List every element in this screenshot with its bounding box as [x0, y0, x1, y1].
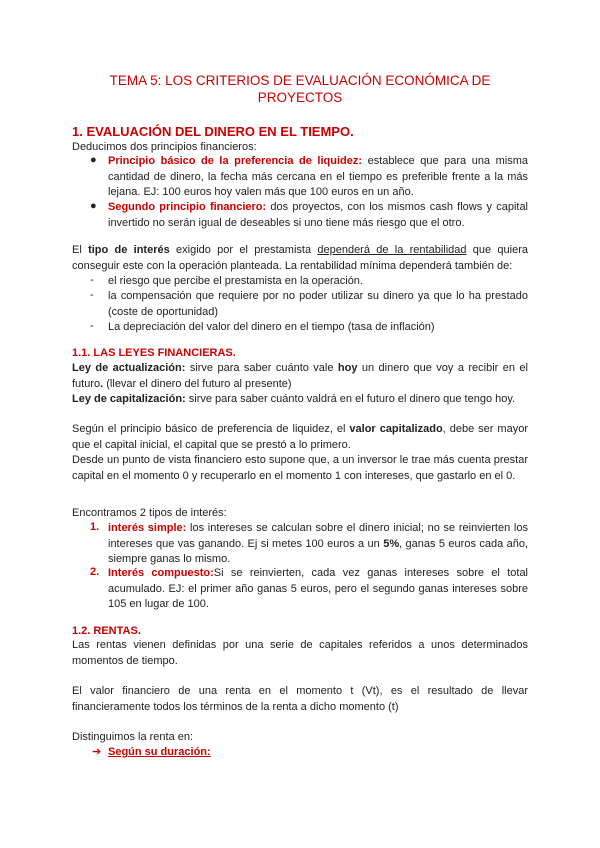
- text-run: Si se reinvierten, cada vez ganas intereses sobre el total acumulado. EJ: el primer año ganas 5 euros, pero el segundo ganas intereses sobre 105 en lugar de 100.: [108, 567, 529, 610]
- duration-label: Según su duración:: [108, 746, 211, 758]
- section-1-intro: Deducimos dos principios financieros:: [72, 141, 257, 153]
- interest-types-intro: Encontramos 2 tipos de interés:: [72, 507, 227, 519]
- law-actualizacion: [72, 361, 528, 392]
- text-run: exigido por el prestamista: [169, 244, 318, 256]
- text-run: (llevar el dinero del futuro al presente): [106, 377, 292, 390]
- section-1-2-heading: [72, 625, 141, 637]
- law-1-label: Ley de actualización:: [72, 362, 186, 374]
- bold-run: hoy: [337, 362, 358, 374]
- heading-text: 1.2. RENTAS: [72, 625, 138, 637]
- capitalized-value-paragraph: [72, 422, 528, 453]
- simple-interest-label: interés simple:: [108, 522, 187, 534]
- law-2-label: Ley de capitalización:: [72, 393, 186, 405]
- bold-run: 5%: [383, 537, 400, 550]
- dash-bullet: -: [90, 289, 94, 301]
- text-run: los intereses se calculan sobre el dinero inicial; no se reinvierten los intereses que vas ganando. Ej si metes 100 euros a un: [108, 522, 528, 550]
- bold-run: tipo de interés: [88, 244, 170, 256]
- bold-run: valor capitalizado: [349, 423, 443, 435]
- duration-subheading: [108, 745, 528, 761]
- list-number-1: 1.: [90, 521, 100, 533]
- arrow-right-icon: ➔: [92, 746, 102, 758]
- principle-2: [108, 200, 528, 231]
- principle-1-label: Principio básico de la preferencia de liquidez:: [108, 155, 363, 167]
- document-title: [0, 72, 600, 106]
- dash-item-1: el riesgo que percibe el prestamista en la operación.: [108, 275, 363, 287]
- bullet-dot: ●: [90, 154, 97, 166]
- title-line-1: TEMA 5: LOS CRITERIOS DE EVALUACIÓN ECONÓMICA DE: [109, 73, 491, 88]
- text-run: , ganas 5 euros cada año, siempre ganas lo mismo.: [108, 537, 528, 565]
- section-1-1-heading: 1.1. LAS LEYES FINANCIERAS.: [72, 347, 236, 359]
- dash-item-2: la compensación que requiere por no poder utilizar su dinero ya que lo ha prestado (coste de oportunidad): [108, 290, 528, 318]
- text-run: Según el principio básico de preferencia de liquidez, el: [72, 423, 350, 435]
- rentas-value-paragraph: El valor financiero de una renta en el momento t (Vt), es el resultado de llevar financieramente todos los términos de la renta a dicho momento (t): [72, 685, 528, 713]
- title-line-2: PROYECTOS: [257, 90, 343, 105]
- heading-dot: .: [137, 625, 141, 637]
- text-run: El: [72, 244, 89, 256]
- law-capitalizacion: [72, 392, 528, 408]
- dash-bullet: -: [90, 274, 94, 286]
- simple-interest-item: [108, 521, 528, 568]
- compound-interest-item: [108, 566, 528, 613]
- dash-item-3: La depreciación del valor del dinero en el tiempo (tasa de inflación): [108, 321, 435, 333]
- period-run: .: [100, 377, 107, 390]
- principle-1-text: establece que para una misma cantidad de dinero, la fecha más cercana en el tiempo es preferible frente a la más lejana. EJ: 100 euros hoy valen más que 100 euros en un año.: [108, 155, 528, 198]
- interest-paragraph: [72, 243, 528, 274]
- compound-interest-label: Interés compuesto:: [108, 567, 214, 579]
- bullet-dot: ●: [90, 200, 97, 212]
- text-run: sirve para saber cuánto vale: [185, 362, 338, 374]
- underline-run: dependerá de la rentabilidad: [317, 244, 467, 256]
- principle-1: [108, 154, 528, 201]
- rentas-distinguish: Distinguimos la renta en:: [72, 731, 194, 743]
- text-run: que quiera conseguir este con la operación planteada. La rentabilidad mínima dependerá también de:: [72, 244, 529, 272]
- text-run: sirve para saber cuánto valdrá en el futuro el dinero que tengo hoy.: [185, 393, 516, 405]
- list-number-2: 2.: [90, 566, 100, 578]
- principle-2-text: dos proyectos, con los mismos cash flows y capital invertido no serán igual de deseables si uno tiene más riesgo que el otro.: [108, 201, 528, 229]
- investor-paragraph: Desde un punto de vista financiero esto supone que, a un inversor le trae más cuenta prestar capital en el momento 0 y recuperarlo en el momento 1 con intereses, que gastarlo en el 0.: [72, 454, 528, 482]
- text-run: un dinero que voy a recibir en el futuro: [72, 362, 528, 390]
- principle-2-label: Segundo principio financiero:: [108, 201, 267, 213]
- text-run: , debe ser mayor que el capital inicial, el capital que se prestó a lo primero.: [72, 423, 528, 451]
- dash-bullet: -: [90, 320, 94, 332]
- rentas-definition: Las rentas vienen definidas por una serie de capitales referidos a unos determinados momentos de tiempo.: [72, 639, 528, 667]
- section-1-heading: 1. EVALUACIÓN DEL DINERO EN EL TIEMPO.: [72, 124, 354, 139]
